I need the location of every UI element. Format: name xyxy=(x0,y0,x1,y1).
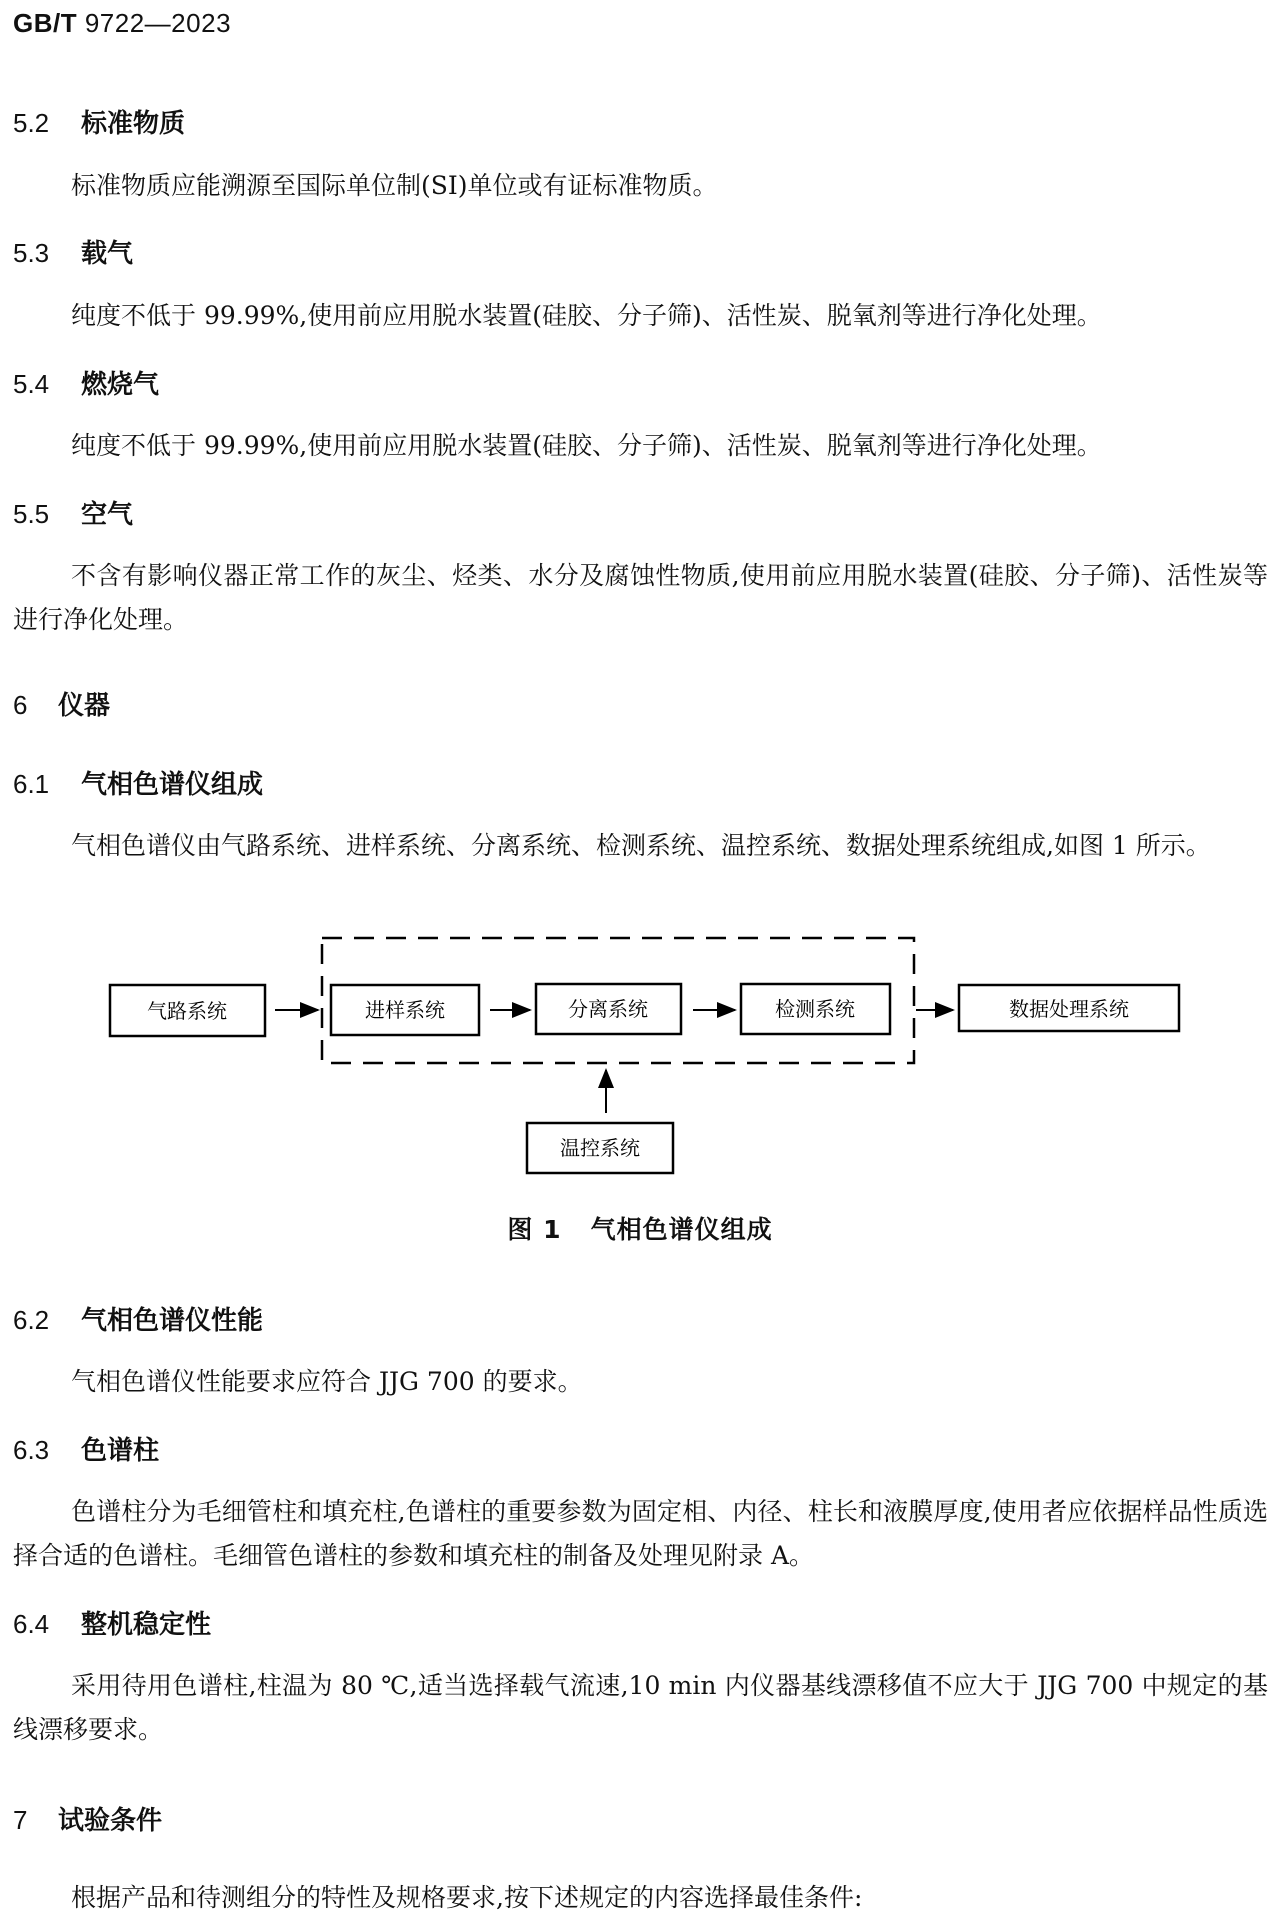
paragraph: 气相色谱仪由气路系统、进样系统、分离系统、检测系统、温控系统、数据处理系统组成,如图 1 所示。 xyxy=(71,831,1211,860)
section-heading xyxy=(13,1430,159,1467)
section-number: 6.4 xyxy=(13,1609,50,1639)
box-temperature-control-system xyxy=(527,1123,673,1173)
standard-code: GB/T xyxy=(13,8,78,38)
paragraph: 标准物质应能溯源至国际单位制(SI)单位或有证标准物质。 xyxy=(71,171,718,200)
section-number: 5.4 xyxy=(13,369,50,399)
paragraph: 不含有影响仪器正常工作的灰尘、烃类、水分及腐蚀性物质,使用前应用脱水装置(硅胶、分子筛)、活性炭等进行净化处理。 xyxy=(13,561,1268,634)
paragraph: 根据产品和待测组分的特性及规格要求,按下述规定的内容选择最佳条件: xyxy=(71,1883,863,1912)
section-title: 整机稳定性 xyxy=(81,1610,212,1640)
gc-composition-diagram xyxy=(0,920,1280,1180)
section-title: 气相色谱仪组成 xyxy=(81,770,264,800)
box-label: 分离系统 xyxy=(568,997,648,1021)
paragraph: 纯度不低于 99.99%,使用前应用脱水装置(硅胶、分子筛)、活性炭、脱氧剂等进行净化处理。 xyxy=(71,431,1102,460)
section-title: 燃烧气 xyxy=(81,370,160,400)
section-title: 仪器 xyxy=(58,691,111,721)
box-data-processing-system xyxy=(959,985,1179,1031)
paragraph: 气相色谱仪性能要求应符合 JJG 700 的要求。 xyxy=(71,1367,583,1396)
paragraph: 纯度不低于 99.99%,使用前应用脱水装置(硅胶、分子筛)、活性炭、脱氧剂等进行净化处理。 xyxy=(71,301,1102,330)
box-label: 气路系统 xyxy=(147,999,227,1023)
section-title: 气相色谱仪性能 xyxy=(81,1306,264,1336)
section-number: 5.3 xyxy=(13,238,50,268)
section-number: 5.5 xyxy=(13,499,50,529)
section-number: 6 xyxy=(13,690,28,720)
section-title: 标准物质 xyxy=(81,109,186,139)
section-heading xyxy=(13,233,133,270)
section-heading xyxy=(13,364,159,401)
section-heading xyxy=(13,494,133,531)
section-number: 5.2 xyxy=(13,108,50,138)
section-heading xyxy=(13,764,263,801)
section-number: 6.3 xyxy=(13,1435,50,1465)
section-title: 载气 xyxy=(81,239,134,269)
box-label: 进样系统 xyxy=(365,998,445,1022)
section-title: 色谱柱 xyxy=(81,1436,160,1466)
box-injection-system xyxy=(331,985,479,1035)
box-separation-system xyxy=(536,984,681,1034)
paragraph: 采用待用色谱柱,柱温为 80 ℃,适当选择载气流速,10 min 内仪器基线漂移值不应大于 JJG 700 中规定的基线漂移要求。 xyxy=(13,1671,1268,1744)
section-heading xyxy=(13,1300,263,1337)
standard-number: 9722—2023 xyxy=(84,8,232,38)
box-label: 检测系统 xyxy=(775,997,855,1021)
section-number: 6.1 xyxy=(13,769,50,799)
section-number: 7 xyxy=(13,1805,28,1835)
section-heading xyxy=(13,685,110,722)
box-label: 数据处理系统 xyxy=(1009,997,1129,1021)
paragraph: 色谱柱分为毛细管柱和填充柱,色谱柱的重要参数为固定相、内径、柱长和液膜厚度,使用者应依据样品性质选择合适的色谱柱。毛细管色谱柱的参数和填充柱的制备及处理见附录 A。 xyxy=(13,1497,1268,1570)
section-title: 试验条件 xyxy=(58,1806,163,1836)
section-title: 空气 xyxy=(81,500,134,530)
section-heading xyxy=(13,1604,211,1641)
box-detection-system xyxy=(741,984,890,1034)
section-heading xyxy=(13,103,185,140)
section-heading xyxy=(13,1800,162,1837)
figure-number: 图 1 xyxy=(507,1215,562,1244)
box-label: 温控系统 xyxy=(560,1136,640,1160)
figure-caption xyxy=(0,1210,1280,1246)
standard-header xyxy=(13,8,231,39)
section-number: 6.2 xyxy=(13,1305,50,1335)
box-gas-system xyxy=(110,985,265,1036)
figure-title: 气相色谱仪组成 xyxy=(590,1215,773,1244)
